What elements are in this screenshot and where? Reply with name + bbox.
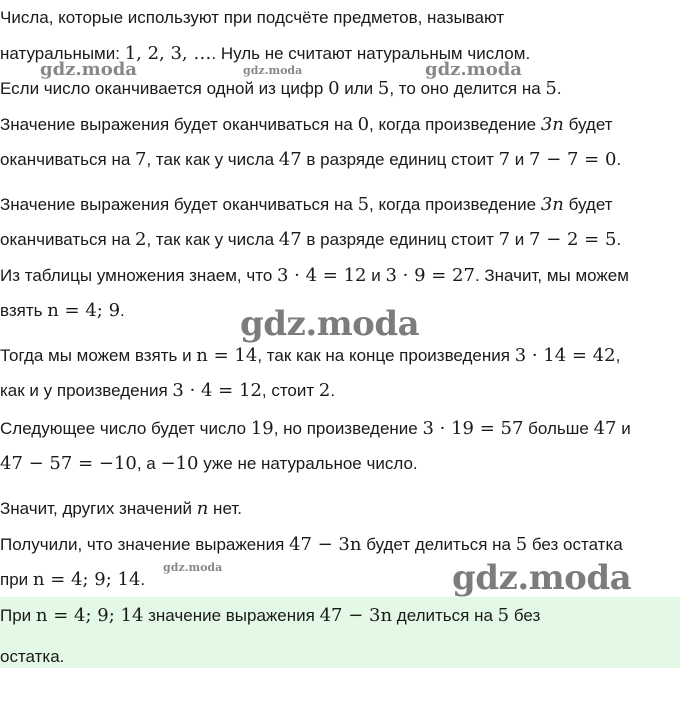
answer-line: При n = 4; 9; 14 значение выражения 47 − 3n делиться на 5 без: [0, 605, 541, 626]
text-line: Тогда мы можем взять и n = 14, так как на конце произведения 3 · 14 = 42,: [0, 345, 621, 366]
watermark: gdz.moda: [452, 558, 632, 598]
text-line: взять n = 4; 9.: [0, 300, 125, 321]
text-line: Из таблицы умножения знаем, что 3 · 4 = 12 и 3 · 9 = 27. Значит, мы можем: [0, 265, 629, 286]
watermark: gdz.moda: [163, 561, 223, 574]
text-line: оканчиваться на 2, так как у числа 47 в разряде единиц стоит 7 и 7 − 2 = 5.: [0, 229, 622, 250]
watermark: gdz.moda: [243, 64, 303, 77]
watermark: gdz.moda: [240, 304, 420, 344]
text-line: Если число оканчивается одной из цифр 0 или 5, то оно делится на 5.: [0, 78, 562, 99]
answer-line: остатка.: [0, 647, 65, 666]
watermark: gdz.moda: [40, 59, 137, 80]
text-line: Значение выражения будет оканчиваться на 5, когда произведение 3n будет: [0, 194, 613, 215]
text-line: 47 − 57 = −10, а −10 уже не натуральное число.: [0, 453, 418, 474]
text-line: Числа, которые используют при подсчёте предметов, называют: [0, 8, 505, 27]
text-line: Значение выражения будет оканчиваться на 0, когда произведение 3n будет: [0, 114, 613, 135]
watermark: gdz.moda: [425, 59, 522, 80]
text-line: при n = 4; 9; 14.: [0, 569, 146, 590]
text-line: Значит, других значений n нет.: [0, 498, 242, 519]
text-line: оканчиваться на 7, так как у числа 47 в разряде единиц стоит 7 и 7 − 7 = 0.: [0, 149, 622, 170]
text-line: Следующее число будет число 19, но произведение 3 · 19 = 57 больше 47 и: [0, 418, 631, 439]
text-line: как и у произведения 3 · 4 = 12, стоит 2.: [0, 380, 336, 401]
text-line: натуральными: 1, 2, 3, …. Нуль не считают натуральным числом.: [0, 43, 531, 64]
text-line: Получили, что значение выражения 47 − 3n будет делиться на 5 без остатка: [0, 534, 623, 555]
